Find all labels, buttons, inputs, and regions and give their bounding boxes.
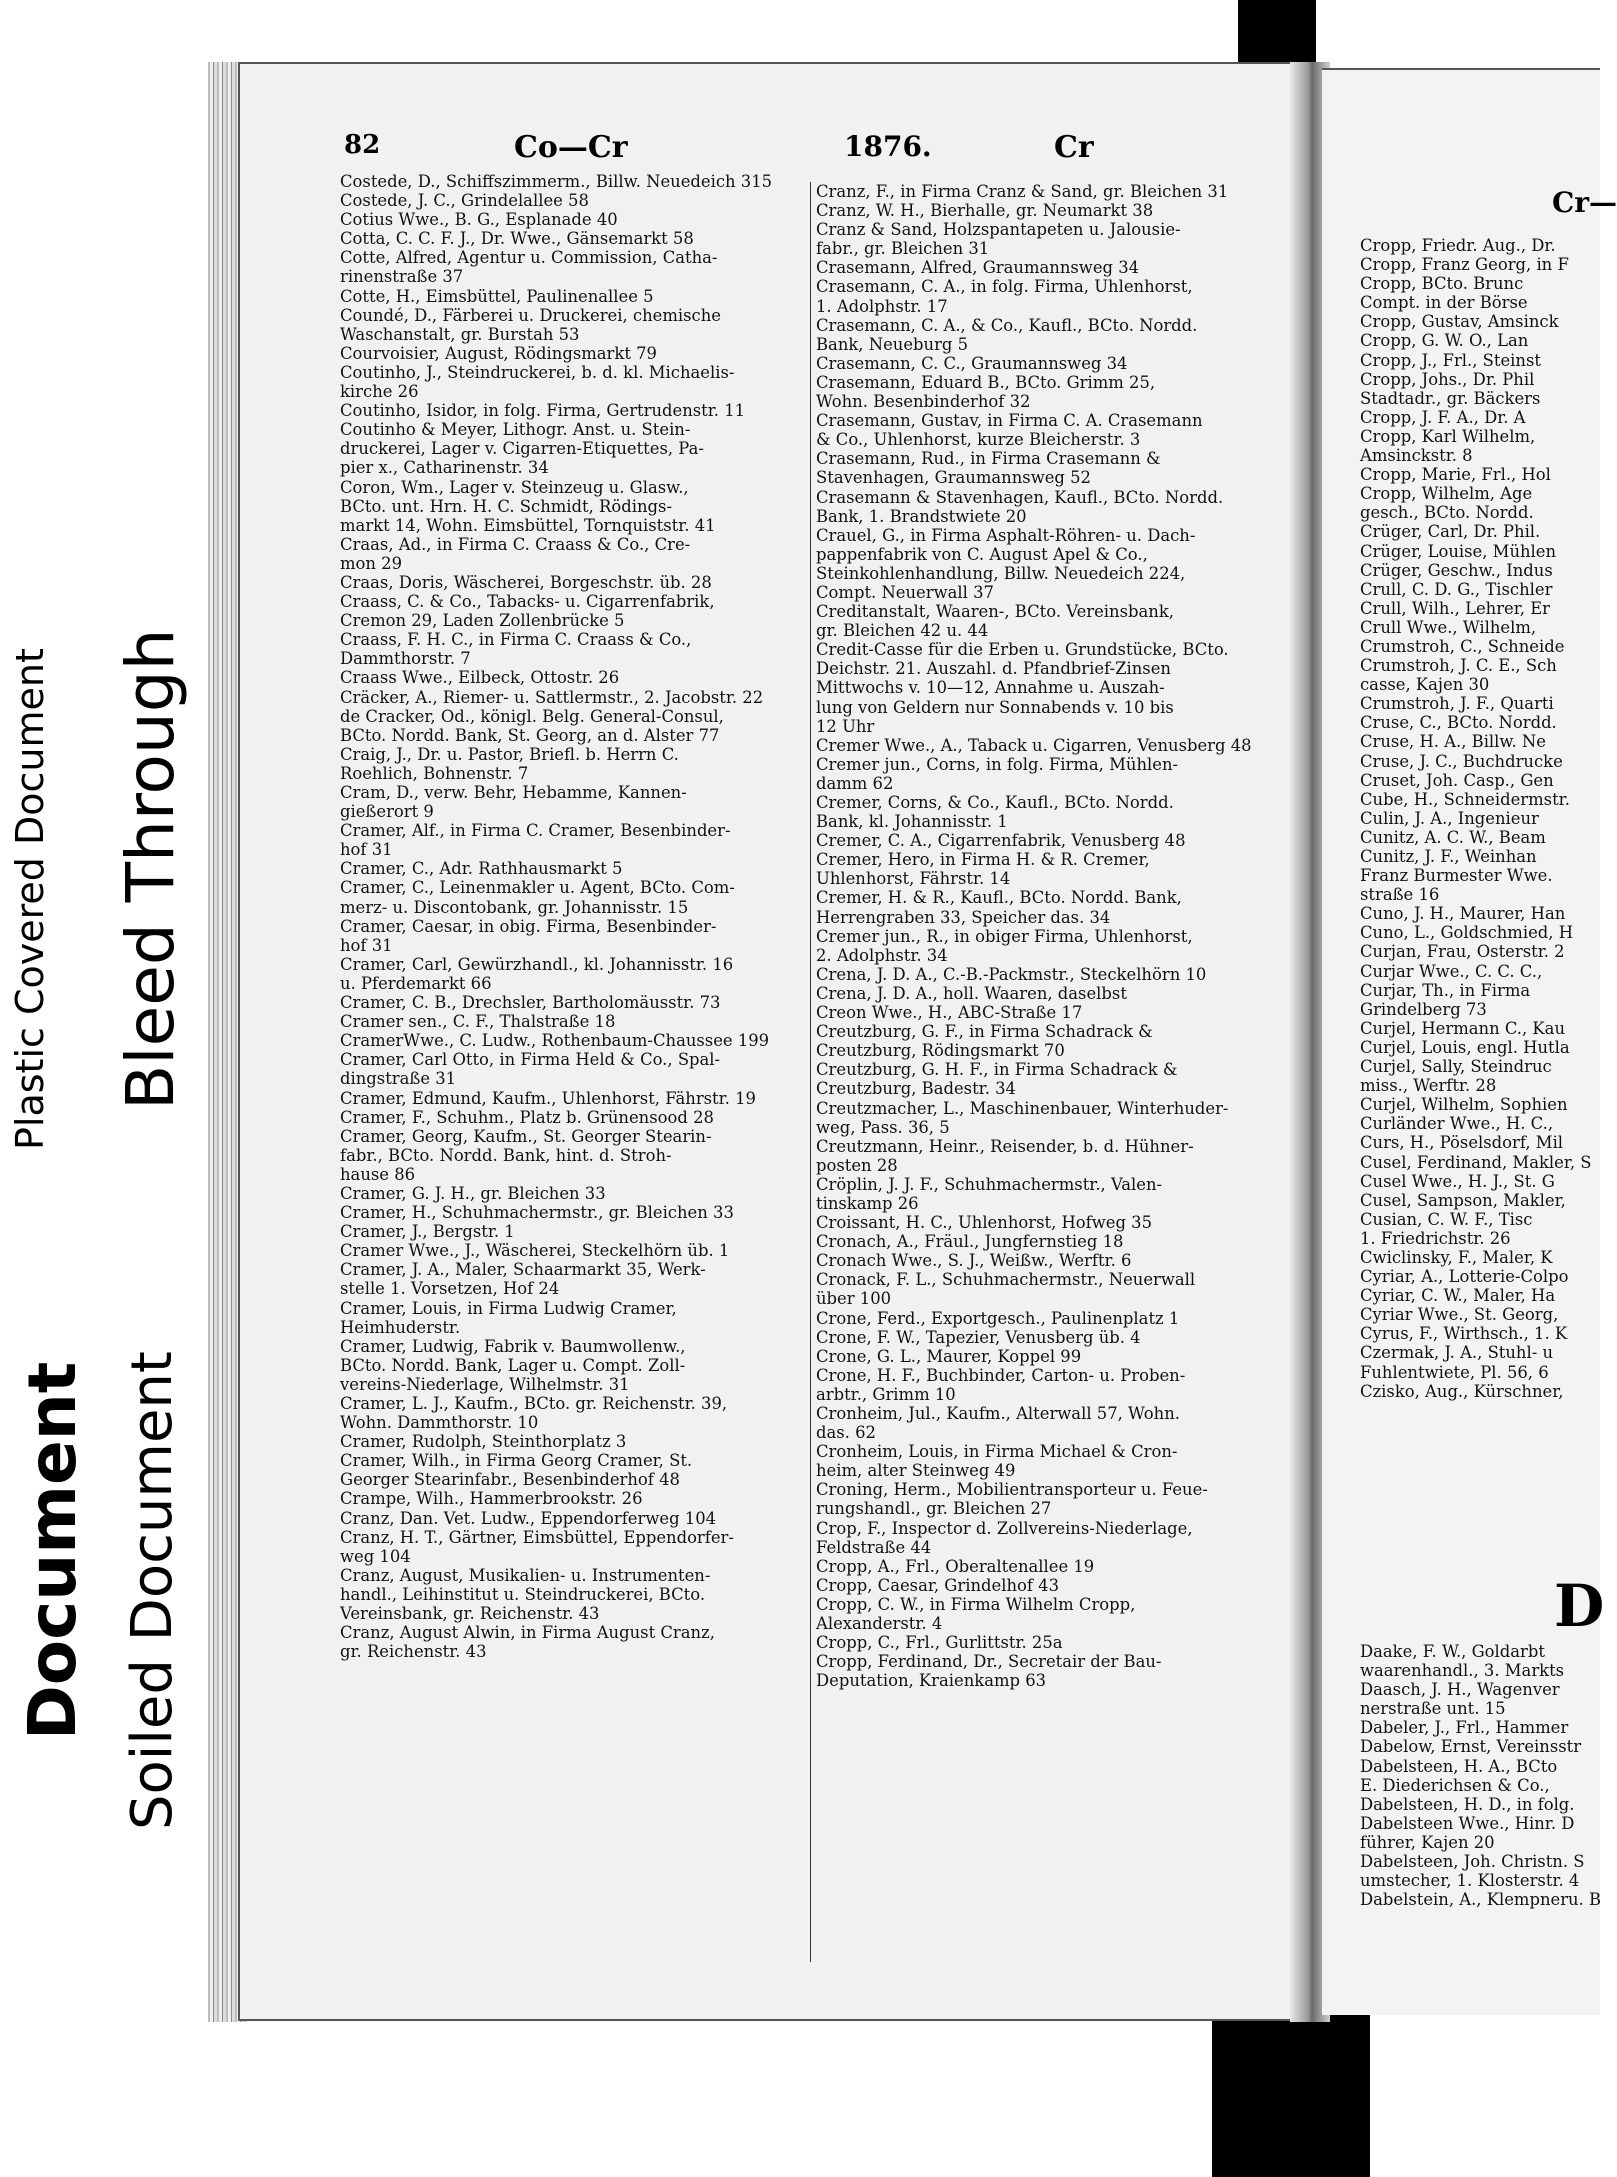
directory-entry-line: Cranz, August, Musikalien- u. Instrumenten- <box>340 1565 711 1585</box>
directory-entry-line: miss., Werftr. 28 <box>1360 1076 1497 1096</box>
directory-entry-line: Cropp, Gustav, Amsinck <box>1360 312 1559 332</box>
directory-entry-line: pier x., Catharinenstr. 34 <box>340 458 549 478</box>
directory-entry-line: Creutzburg, G. H. F., in Firma Schadrack & <box>816 1060 1178 1080</box>
directory-entry-line: Coutinho & Meyer, Lithogr. Anst. u. Stein- <box>340 420 691 440</box>
directory-entry-line: Curjel, Hermann C., Kau <box>1360 1018 1566 1038</box>
directory-entry-line: Cropp, C., Frl., Gurlittstr. 25a <box>816 1633 1063 1653</box>
directory-entry-line: gesch., BCto. Nordd. <box>1360 503 1534 523</box>
directory-entry-line: Crone, H. F., Buchbinder, Carton- u. Proben- <box>816 1365 1186 1385</box>
directory-entry-line: Cruse, J. C., Buchdrucke <box>1360 751 1563 771</box>
directory-entry-line: Cyrus, F., Wirthsch., 1. K <box>1360 1324 1568 1344</box>
directory-entry-line: arbtr., Grimm 10 <box>816 1384 956 1404</box>
directory-entry-line: casse, Kajen 30 <box>1360 675 1490 695</box>
directory-entry-line: Czisko, Aug., Kürschner, <box>1360 1381 1564 1401</box>
directory-entry-line: Cropp, Marie, Frl., Hol <box>1360 465 1551 485</box>
directory-entry-line: BCto. unt. Hrn. H. C. Schmidt, Rödings- <box>340 496 672 516</box>
right-page-heading: Cr— <box>1552 186 1617 219</box>
directory-entry-line: Coutinho, Isidor, in folg. Firma, Gertrudenstr. 11 <box>340 401 746 421</box>
directory-entry-line: Compt. Neuerwall 37 <box>816 582 994 602</box>
directory-entry-line: Crull Wwe., Wilhelm, <box>1360 617 1537 637</box>
directory-entry-line: Franz Burmester Wwe. <box>1360 866 1553 886</box>
directory-entry-line: gr. Bleichen 42 u. 44 <box>816 621 989 641</box>
directory-entry-line: Cremer, H. & R., Kaufl., BCto. Nordd. Bank, <box>816 888 1182 908</box>
directory-entry-line: gr. Reichenstr. 43 <box>340 1642 487 1662</box>
right-column-top <box>1360 236 1600 1401</box>
directory-entry-line: Cuno, J. H., Maurer, Han <box>1360 904 1566 924</box>
directory-entry-line: Dammthorstr. 7 <box>340 649 471 669</box>
directory-entry-line: hof 31 <box>340 840 393 860</box>
column-rule <box>810 182 811 1962</box>
directory-entry-line: waarenhandl., 3. Markts <box>1360 1661 1565 1681</box>
directory-entry-line: Stadtadr., gr. Bäckers <box>1360 388 1541 408</box>
directory-entry-line: umstecher, 1. Klosterstr. 4 <box>1360 1871 1580 1891</box>
directory-entry-line: & Co., Uhlenhorst, kurze Bleicherstr. 3 <box>816 430 1141 450</box>
directory-entry-line: Cramer, Wilh., in Firma Georg Cramer, St. <box>340 1451 693 1471</box>
directory-entry-line: Cramer, Rudolph, Steinthorplatz 3 <box>340 1432 627 1452</box>
directory-entry-line: straße 16 <box>1360 885 1440 905</box>
directory-entry-line: Curjan, Frau, Osterstr. 2 <box>1360 942 1565 962</box>
directory-entry-line: Creditanstalt, Waaren-, BCto. Vereinsbank, <box>816 602 1174 622</box>
directory-entry-line: merz- u. Discontobank, gr. Johannisstr. 15 <box>340 897 689 917</box>
directory-entry-line: Curjar Wwe., C. C. C., <box>1360 961 1543 981</box>
directory-entry-line: de Cracker, Od., königl. Belg. General-Consul, <box>340 706 724 726</box>
directory-entry-line: Cropp, C. W., in Firma Wilhelm Cropp, <box>816 1594 1136 1614</box>
directory-entry-line: Stavenhagen, Graumannsweg 52 <box>816 468 1091 488</box>
directory-entry-line: Crasemann & Stavenhagen, Kaufl., BCto. Nordd. <box>816 487 1224 507</box>
directory-entry-line: Craass, F. H. C., in Firma C. Craass & Co., <box>340 630 692 650</box>
directory-entry-line: über 100 <box>816 1289 892 1309</box>
directory-entry-line: Wohn. Besenbinderhof 32 <box>816 392 1031 412</box>
directory-entry-line: Cremer jun., R., in obiger Firma, Uhlenhorst, <box>816 926 1193 946</box>
directory-entry-line: Curjel, Louis, engl. Hutla <box>1360 1037 1570 1057</box>
directory-entry-line: hof 31 <box>340 935 393 955</box>
directory-entry-line: fabr., BCto. Nordd. Bank, hint. d. Stroh- <box>340 1145 672 1165</box>
directory-entry-line: Curs, H., Pöselsdorf, Mil <box>1360 1133 1564 1153</box>
directory-entry-line: Feldstraße 44 <box>816 1537 932 1557</box>
directory-entry-line: Cronheim, Jul., Kaufm., Alterwall 57, Wohn. <box>816 1404 1180 1423</box>
directory-entry-line: Bank, Neueburg 5 <box>816 334 969 354</box>
directory-entry-line: Croissant, H. C., Uhlenhorst, Hofweg 35 <box>816 1213 1153 1233</box>
directory-entry-line: hause 86 <box>340 1164 416 1184</box>
directory-entry-line: Vereinsbank, gr. Reichenstr. 43 <box>340 1604 600 1624</box>
directory-entry-line: Curjel, Sally, Steindruc <box>1360 1057 1552 1077</box>
directory-entry-line: heim, alter Steinweg 49 <box>816 1461 1016 1481</box>
directory-entry-line: Cramer, G. J. H., gr. Bleichen 33 <box>340 1183 606 1203</box>
directory-entry-line: 12 Uhr <box>816 716 875 736</box>
directory-entry-line: BCto. Nordd. Bank, St. Georg, an d. Alster 77 <box>340 725 720 745</box>
middle-column <box>816 182 1286 1690</box>
directory-entry-line: Crumstroh, J. C. E., Sch <box>1360 656 1557 676</box>
open-book-scan <box>208 62 1617 2022</box>
directory-entry-line: Dabelsteen, Joh. Christn. S <box>1360 1852 1585 1872</box>
directory-entry-line: Cyriar Wwe., St. Georg, <box>1360 1305 1559 1325</box>
directory-entry-line: Cremer, C. A., Cigarrenfabrik, Venusberg 48 <box>816 831 1186 851</box>
directory-entry-line: Crampe, Wilh., Hammerbrookstr. 26 <box>340 1489 643 1509</box>
left-page <box>238 62 1310 2021</box>
directory-entry-line: Steinkohlenhandlung, Billw. Neuedeich 224, <box>816 563 1186 583</box>
directory-entry-line: Daasch, J. H., Wagenver <box>1360 1680 1560 1700</box>
label-soiled-document: Soiled Document <box>120 1351 185 1830</box>
directory-entry-line: Crena, J. D. A., holl. Waaren, daselbst <box>816 983 1127 1003</box>
directory-entry-line: Mittwochs v. 10—12, Annahme u. Auszah- <box>816 678 1165 698</box>
directory-entry-line: weg, Pass. 36, 5 <box>816 1117 950 1137</box>
directory-entry-line: stelle 1. Vorsetzen, Hof 24 <box>340 1279 560 1299</box>
directory-entry-line: Compt. in der Börse <box>1360 293 1528 313</box>
directory-entry-line: Cramer, Georg, Kaufm., St. Georger Stearin- <box>340 1126 712 1146</box>
directory-entry-line: Cramer, L. J., Kaufm., BCto. gr. Reichenstr. 39, <box>340 1394 728 1413</box>
directory-entry-line: Cropp, BCto. Brunc <box>1360 274 1524 294</box>
directory-entry-line: Crasemann, Rud., in Firma Crasemann & <box>816 449 1161 469</box>
directory-entry-line: vereins-Niederlage, Wilhelmstr. 31 <box>340 1374 630 1394</box>
directory-entry-line: Wohn. Dammthorstr. 10 <box>340 1413 539 1433</box>
directory-entry-line: Cropp, Franz Georg, in F <box>1360 255 1569 275</box>
directory-entry-line: Cropp, Wilhelm, Age <box>1360 484 1533 504</box>
directory-entry-line: Heimhuderstr. <box>340 1317 461 1337</box>
year-heading: 1876. <box>844 130 932 163</box>
column-letter: Cr <box>1054 130 1094 165</box>
directory-entry-line: Curjar, Th., in Firma <box>1360 980 1531 1000</box>
directory-entry-line: Cruset, Joh. Casp., Gen <box>1360 770 1554 790</box>
directory-entry-line: Czermak, J. A., Stuhl- u <box>1360 1343 1554 1363</box>
directory-entry-line: u. Pferdemarkt 66 <box>340 973 492 993</box>
directory-entry-line: Dabelsteen, H. D., in folg. <box>1360 1794 1575 1814</box>
directory-entry-line: Cropp, A., Frl., Oberaltenallee 19 <box>816 1556 1095 1576</box>
directory-entry-line: Georger Stearinfabr., Besenbinderhof 48 <box>340 1470 680 1490</box>
directory-entry-line: Cramer, Caesar, in obig. Firma, Besenbinder- <box>340 916 717 936</box>
directory-entry-line: Alexanderstr. 4 <box>816 1614 943 1634</box>
directory-entry-line: Craig, J., Dr. u. Pastor, Briefl. b. Herrn C. <box>340 744 679 764</box>
directory-entry-line: Cwiclinsky, F., Maler, K <box>1360 1247 1553 1267</box>
directory-entry-line: Waschanstalt, gr. Burstah 53 <box>340 324 580 344</box>
directory-entry-line: rungshandl., gr. Bleichen 27 <box>816 1499 1052 1519</box>
directory-entry-line: Cotius Wwe., B. G., Esplanade 40 <box>340 210 618 230</box>
directory-entry-line: Herrengraben 33, Speicher das. 34 <box>816 907 1111 927</box>
directory-entry-line: Craas, Ad., in Firma C. Craass & Co., Cre- <box>340 534 691 554</box>
directory-entry-line: Cronach Wwe., S. J., Weißw., Werftr. 6 <box>816 1251 1132 1271</box>
directory-entry-line: Crauel, G., in Firma Asphalt-Röhren- u. Dach- <box>816 525 1196 545</box>
directory-entry-line: Crone, G. L., Maurer, Koppel 99 <box>816 1346 1082 1366</box>
directory-entry-line: Cramer, F., Schuhm., Platz b. Grünensood 28 <box>340 1107 714 1127</box>
label-bleed-through: Bleed Through <box>112 628 189 1110</box>
directory-entry-line: Deichstr. 21. Auszahl. d. Pfandbrief-Zinsen <box>816 659 1171 679</box>
directory-entry-line: Cronach, A., Fräul., Jungfernstieg 18 <box>816 1232 1124 1252</box>
alphabet-range: Co—Cr <box>514 130 628 165</box>
directory-entry-line: E. Diederichsen & Co., <box>1360 1775 1550 1795</box>
directory-entry-line: 2. Adolphstr. 34 <box>816 945 948 965</box>
directory-entry-line: Cranz, Dan. Vet. Ludw., Eppendorferweg 104 <box>340 1508 717 1528</box>
directory-entry-line: dingstraße 31 <box>340 1069 457 1089</box>
directory-entry-line: damm 62 <box>816 773 894 793</box>
directory-entry-line: posten 28 <box>816 1155 898 1175</box>
directory-entry-line: nerstraße unt. 15 <box>1360 1699 1506 1719</box>
directory-entry-line: Cranz, H. T., Gärtner, Eimsbüttel, Eppendorfer- <box>340 1527 734 1547</box>
label-plastic-covered: Plastic Covered Document <box>8 648 52 1150</box>
directory-entry-line: Cotte, H., Eimsbüttel, Paulinenallee 5 <box>340 286 654 306</box>
directory-entry-line: Crena, J. D. A., C.-B.-Packmstr., Steckelhörn 10 <box>816 964 1207 984</box>
directory-entry-line: Cranz, F., in Firma Cranz & Sand, gr. Bleichen 31 <box>816 182 1229 201</box>
directory-entry-line: Crumstroh, J. F., Quarti <box>1360 694 1554 714</box>
directory-entry-line: Creutzmann, Heinr., Reisender, b. d. Hühner- <box>816 1136 1194 1156</box>
directory-entry-line: lung von Geldern nur Sonnabends v. 10 bis <box>816 697 1174 717</box>
directory-entry-line: Costede, D., Schiffszimmerm., Billw. Neuedeich 315 <box>340 172 773 191</box>
directory-entry-line: rinenstraße 37 <box>340 267 464 287</box>
directory-entry-line: Cräcker, A., Riemer- u. Sattlermstr., 2. Jacobstr. 22 <box>340 687 764 707</box>
directory-entry-line: Crasemann, C. A., in folg. Firma, Uhlenhorst, <box>816 277 1193 297</box>
directory-entry-line: Cremer jun., Corns, in folg. Firma, Mühlen- <box>816 754 1179 774</box>
directory-entry-line: Cranz, W. H., Bierhalle, gr. Neumarkt 38 <box>816 201 1154 221</box>
directory-entry-line: Crasemann, Gustav, in Firma C. A. Crasemann <box>816 411 1203 431</box>
directory-entry-line: Cropp, Ferdinand, Dr., Secretair der Bau- <box>816 1652 1162 1672</box>
directory-entry-line: Crüger, Geschw., Indus <box>1360 560 1553 580</box>
directory-entry-line: Cramer, Carl Otto, in Firma Held & Co., Spal- <box>340 1050 721 1070</box>
directory-entry-line: Coutinho, J., Steindruckerei, b. d. kl. Michaelis- <box>340 362 735 382</box>
directory-entry-line: fabr., gr. Bleichen 31 <box>816 239 990 259</box>
directory-entry-line: Cramer Wwe., J., Wäscherei, Steckelhörn üb. 1 <box>340 1241 730 1261</box>
directory-entry-line: Cyriar, C. W., Maler, Ha <box>1360 1286 1556 1306</box>
directory-entry-line: Dabelsteen, H. A., BCto <box>1360 1756 1558 1776</box>
directory-entry-line: Cramer, Alf., in Firma C. Cramer, Besenbinder- <box>340 821 731 841</box>
directory-entry-line: Dabelsteen Wwe., Hinr. D <box>1360 1813 1575 1833</box>
directory-entry-line: Cramer, C., Leinenmakler u. Agent, BCto. Com- <box>340 878 735 898</box>
directory-entry-line: Cramer, Ludwig, Fabrik v. Baumwollenw., <box>340 1336 686 1356</box>
directory-entry-line: weg 104 <box>340 1546 411 1566</box>
directory-entry-line: Cunitz, J. F., Weinhan <box>1360 847 1537 866</box>
directory-entry-line: Cropp, Caesar, Grindelhof 43 <box>816 1575 1060 1595</box>
directory-entry-line: Coron, Wm., Lager v. Steinzeug u. Glasw., <box>340 477 689 497</box>
directory-entry-line: Cropp, J. F. A., Dr. A <box>1360 407 1526 427</box>
page-number: 82 <box>344 130 381 160</box>
directory-entry-line: Cronheim, Louis, in Firma Michael & Cron- <box>816 1442 1178 1462</box>
directory-entry-line: Roehlich, Bohnenstr. 7 <box>340 763 529 783</box>
directory-entry-line: das. 62 <box>816 1423 876 1443</box>
directory-entry-line: führer, Kajen 20 <box>1360 1832 1495 1852</box>
directory-entry-line: Cranz, August Alwin, in Firma August Cranz, <box>340 1623 715 1643</box>
directory-entry-line: Crop, F., Inspector d. Zollvereins-Niederlage, <box>816 1518 1193 1538</box>
directory-entry-line: Craass Wwe., Eilbeck, Ottostr. 26 <box>340 668 620 688</box>
directory-entry-line: Cremon 29, Laden Zollenbrücke 5 <box>340 611 625 631</box>
directory-entry-line: Creutzburg, G. F., in Firma Schadrack & <box>816 1022 1153 1042</box>
directory-entry-line: Daake, F. W., Goldarbt <box>1360 1642 1545 1661</box>
directory-entry-line: Uhlenhorst, Fährstr. 14 <box>816 869 1011 889</box>
directory-entry-line: Cropp, G. W. O., Lan <box>1360 331 1529 351</box>
directory-entry-line: Costede, J. C., Grindelallee 58 <box>340 191 589 211</box>
directory-entry-line: Amsinckstr. 8 <box>1360 446 1473 466</box>
directory-entry-line: Cusel, Sampson, Makler, <box>1360 1190 1566 1210</box>
directory-entry-line: Cropp, J., Frl., Steinst <box>1360 350 1541 370</box>
directory-entry-line: Cusel, Ferdinand, Makler, S <box>1360 1152 1592 1172</box>
directory-entry-line: Cropp, Friedr. Aug., Dr. <box>1360 236 1556 255</box>
directory-entry-line: Creon Wwe., H., ABC-Straße 17 <box>816 1003 1083 1023</box>
directory-entry-line: Cramer, Edmund, Kaufm., Uhlenhorst, Fährstr. 19 <box>340 1088 756 1108</box>
label-document: Document <box>14 1361 91 1740</box>
directory-entry-line: Cramer, J. A., Maler, Schaarmarkt 35, Werk- <box>340 1260 706 1280</box>
directory-entry-line: Crüger, Carl, Dr. Phil. <box>1360 522 1541 542</box>
directory-entry-line: 1. Friedrichstr. 26 <box>1360 1228 1511 1248</box>
directory-entry-line: kirche 26 <box>340 382 419 402</box>
directory-entry-line: Dabeler, J., Frl., Hammer <box>1360 1718 1569 1738</box>
directory-entry-line: Crasemann, Alfred, Graumannsweg 34 <box>816 258 1140 278</box>
running-head <box>344 130 1304 170</box>
directory-entry-line: BCto. Nordd. Bank, Lager u. Compt. Zoll- <box>340 1355 686 1375</box>
directory-entry-line: Fuhlentwiete, Pl. 56, 6 <box>1360 1362 1549 1382</box>
directory-entry-line: Creutzburg, Badestr. 34 <box>816 1079 1016 1099</box>
directory-entry-line: Cuno, L., Goldschmied, H <box>1360 923 1573 943</box>
directory-entry-line: Crone, F. W., Tapezier, Venusberg üb. 4 <box>816 1327 1141 1347</box>
directory-entry-line: Cyriar, A., Lotterie-Colpo <box>1360 1267 1569 1287</box>
directory-entry-line: Crone, Ferd., Exportgesch., Paulinenplatz 1 <box>816 1308 1180 1328</box>
directory-entry-line: Cremer Wwe., A., Taback u. Cigarren, Venusberg 48 <box>816 735 1252 755</box>
directory-entry-line: Credit-Casse für die Erben u. Grundstücke, BCto. <box>816 640 1229 660</box>
directory-entry-line: Crull, Wilh., Lehrer, Er <box>1360 598 1550 618</box>
directory-entry-line: Crumstroh, C., Schneide <box>1360 636 1565 656</box>
directory-entry-line: Cruse, H. A., Billw. Ne <box>1360 732 1546 752</box>
directory-entry-line: Courvoisier, August, Rödingsmarkt 79 <box>340 343 657 363</box>
directory-entry-line: Curjel, Wilhelm, Sophien <box>1360 1095 1568 1115</box>
directory-entry-line: Dabelstein, A., Klempneru. B <box>1360 1890 1602 1910</box>
directory-entry-line: Cotte, Alfred, Agentur u. Commission, Catha- <box>340 248 718 268</box>
directory-entry-line: Crasemann, C. A., & Co., Kaufl., BCto. Nordd. <box>816 315 1198 335</box>
directory-entry-line: Crasemann, C. C., Graumannsweg 34 <box>816 353 1128 373</box>
directory-entry-line: Cronack, F. L., Schuhmachermstr., Neuerwall <box>816 1270 1196 1290</box>
directory-entry-line: Creutzmacher, L., Maschinenbauer, Winterhuder- <box>816 1098 1229 1118</box>
directory-entry-line: CramerWwe., C. Ludw., Rothenbaum-Chaussee 199 <box>340 1031 770 1051</box>
directory-entry-line: Cramer, C., Adr. Rathhausmarkt 5 <box>340 859 623 879</box>
directory-entry-line: Cramer sen., C. F., Thalstraße 18 <box>340 1012 616 1032</box>
directory-entry-line: Bank, 1. Brandstwiete 20 <box>816 506 1027 526</box>
right-page <box>1322 68 1617 2015</box>
directory-entry-line: 1. Adolphstr. 17 <box>816 296 948 316</box>
directory-entry-line: Cube, H., Schneidermstr. <box>1360 789 1570 809</box>
directory-entry-line: Cremer, Hero, in Firma H. & R. Cremer, <box>816 850 1150 870</box>
directory-entry-line: Dabelow, Ernst, Vereinsstr <box>1360 1737 1582 1757</box>
directory-entry-line: mon 29 <box>340 553 403 573</box>
directory-entry-line: Coundé, D., Färberei u. Druckerei, chemische <box>340 305 721 325</box>
directory-entry-line: Cramer, J., Bergstr. 1 <box>340 1222 515 1242</box>
directory-entry-line: Cramer, H., Schuhmachermstr., gr. Bleichen 33 <box>340 1203 734 1223</box>
directory-entry-line: Culin, J. A., Ingenieur <box>1360 808 1539 828</box>
directory-entry-line: Craas, Doris, Wäscherei, Borgeschstr. üb. 28 <box>340 572 712 592</box>
directory-entry-line: Cusel Wwe., H. J., St. G <box>1360 1171 1555 1191</box>
binder-clip-bottom <box>1212 2008 1370 2177</box>
directory-entry-line: Crasemann, Eduard B., BCto. Grimm 25, <box>816 372 1156 392</box>
directory-entry-line: Cotta, C. C. F. J., Dr. Wwe., Gänsemarkt 58 <box>340 229 694 249</box>
directory-entry-line: Craass, C. & Co., Tabacks- u. Cigarrenfabrik, <box>340 592 715 612</box>
directory-entry-line: Crull, C. D. G., Tischler <box>1360 579 1553 599</box>
directory-entry-line: Bank, kl. Johannisstr. 1 <box>816 812 1008 832</box>
directory-entry-line: Cruse, C., BCto. Nordd. <box>1360 713 1557 733</box>
directory-entry-line: Creutzburg, Rödingsmarkt 70 <box>816 1041 1065 1061</box>
directory-entry-line: handl., Leihinstitut u. Steindruckerei, BCto. <box>340 1584 706 1604</box>
directory-entry-line: Cram, D., verw. Behr, Hebamme, Kannen- <box>340 783 687 802</box>
directory-entry-line: Cramer, C. B., Drechsler, Bartholomäusstr. 73 <box>340 993 721 1013</box>
directory-entry-line: Crüger, Louise, Mühlen <box>1360 541 1557 561</box>
section-letter: D <box>1554 1572 1605 1640</box>
directory-entry-line: Cunitz, A. C. W., Beam <box>1360 827 1546 847</box>
directory-entry-line: Curländer Wwe., H. C., <box>1360 1114 1554 1134</box>
directory-entry-line: Cramer, Louis, in Firma Ludwig Cramer, <box>340 1298 677 1318</box>
directory-entry-line: Cropp, Johs., Dr. Phil <box>1360 369 1535 389</box>
directory-entry-line: Grindelberg 73 <box>1360 999 1487 1019</box>
directory-entry-line: Croning, Herm., Mobilientransporteur u. Feue- <box>816 1480 1208 1500</box>
directory-entry-line: Cranz & Sand, Holzspantapeten u. Jalousie- <box>816 220 1181 240</box>
directory-entry-line: druckerei, Lager v. Cigarren-Etiquettes, Pa- <box>340 439 704 459</box>
directory-entry-line: tinskamp 26 <box>816 1193 919 1213</box>
directory-entry-line: markt 14, Wohn. Eimsbüttel, Tornquiststr. 41 <box>340 515 716 535</box>
directory-entry-line: Cropp, Karl Wilhelm, <box>1360 426 1536 446</box>
directory-entry-line: pappenfabrik von C. August Apel & Co., <box>816 544 1148 564</box>
directory-entry-line: Cusian, C. W. F., Tisc <box>1360 1209 1533 1229</box>
directory-entry-line: Cramer, Carl, Gewürzhandl., kl. Johannisstr. 16 <box>340 954 734 974</box>
right-column-bottom <box>1360 1642 1600 1909</box>
left-column <box>340 172 806 1661</box>
directory-entry-line: gießerort 9 <box>340 802 434 822</box>
directory-entry-line: Cröplin, J. J. F., Schuhmachermstr., Valen- <box>816 1174 1163 1194</box>
directory-entry-line: Cremer, Corns, & Co., Kaufl., BCto. Nordd. <box>816 793 1174 812</box>
directory-entry-line: Deputation, Kraienkamp 63 <box>816 1671 1047 1691</box>
